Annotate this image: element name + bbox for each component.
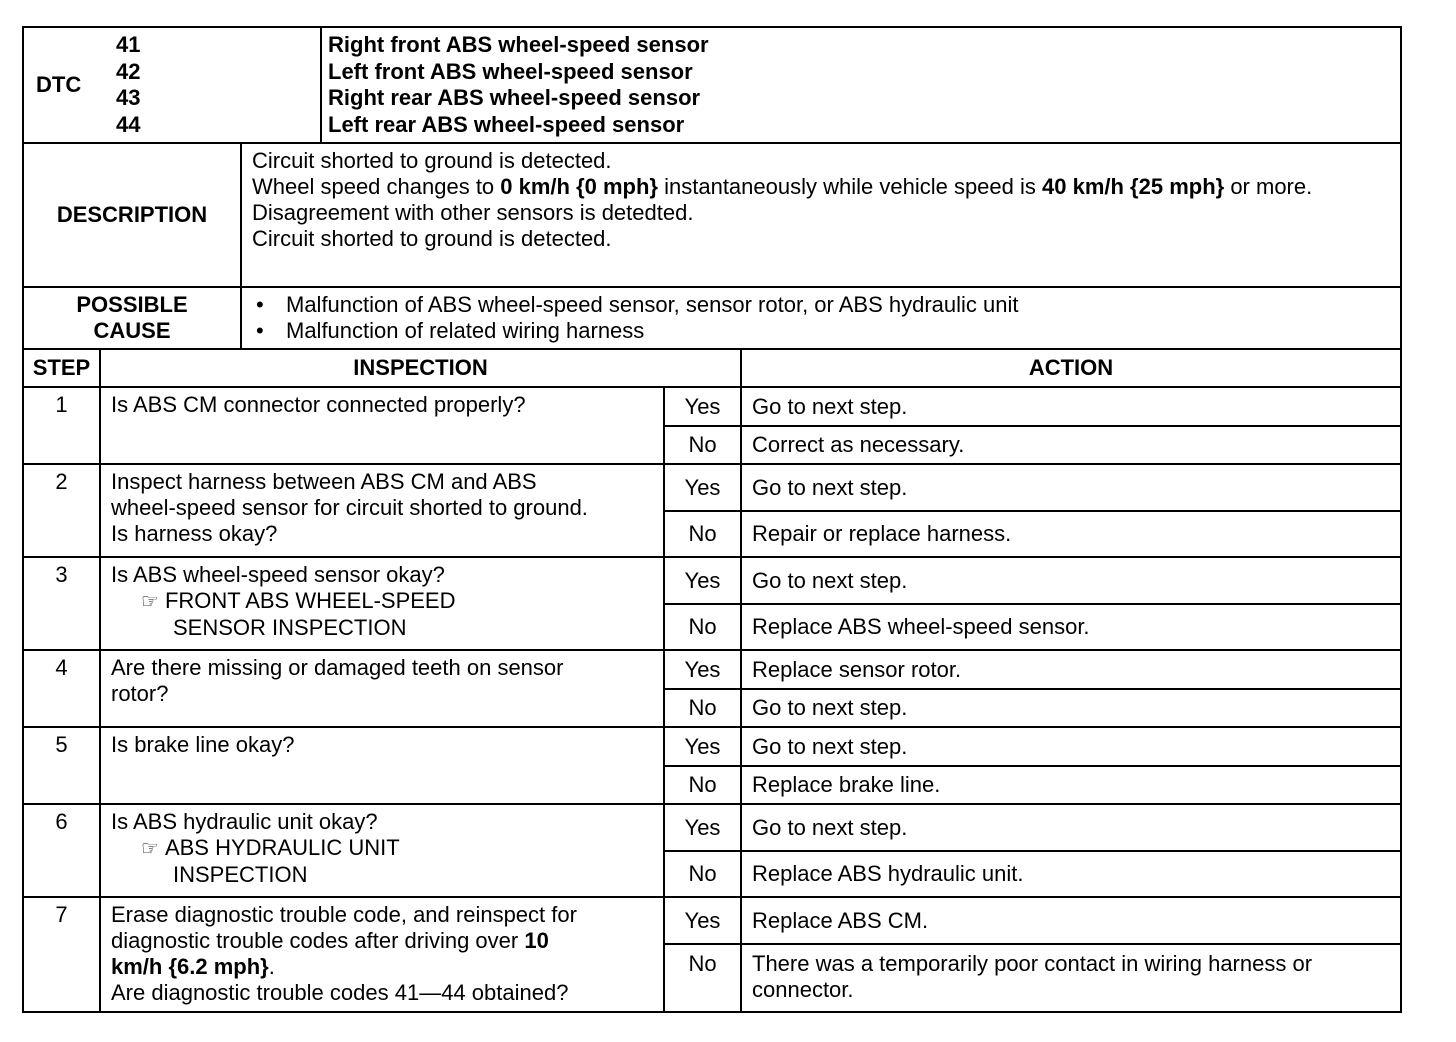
dtc-troubleshooting-sheet [22, 26, 1402, 1013]
bullet-icon: • [256, 318, 264, 343]
inspection-text [100, 897, 664, 1012]
no-label: No [664, 851, 741, 897]
inspection-line: Is brake line okay? [111, 732, 295, 757]
table-row [23, 557, 1401, 604]
no-label: No [664, 689, 741, 727]
yes-action: Replace ABS CM. [741, 897, 1401, 944]
table-row [23, 897, 1401, 944]
inspection-line: Are there missing or damaged teeth on sensor [111, 655, 564, 680]
dtc-code: 43 [116, 85, 141, 110]
inspection-speed-value: 10 [524, 928, 549, 953]
dtc-name: Left rear ABS wheel-speed sensor [328, 111, 685, 137]
inspection-text-part: diagnostic trouble codes after driving over [111, 928, 525, 953]
table-row [23, 727, 1401, 766]
description-label: DESCRIPTION [23, 143, 241, 287]
inspection-text [100, 727, 664, 804]
no-action [741, 944, 1401, 1012]
step-number: 5 [23, 727, 100, 804]
yes-action: Replace sensor rotor. [741, 650, 1401, 689]
reference-link[interactable]: INSPECTION [173, 862, 308, 887]
inspection-line: Is ABS hydraulic unit okay? [111, 809, 378, 834]
inspection-line [111, 954, 653, 980]
no-label: No [664, 511, 741, 557]
description-text-part: instantaneously while vehicle speed is [658, 174, 1043, 199]
step-number: 7 [23, 897, 100, 1012]
inspection-text-part: . [268, 954, 275, 979]
steps-table [22, 348, 1402, 1013]
no-label: No [664, 426, 741, 464]
dtc-code: 44 [116, 111, 141, 137]
inspection-line: Is ABS CM connector connected properly? [111, 392, 526, 417]
possible-cause-label-line: POSSIBLE [76, 292, 188, 317]
no-action-line: There was a temporarily poor contact in wiring harness or [752, 951, 1313, 976]
description-line: Circuit shorted to ground is detected. [252, 226, 612, 251]
no-action: Replace ABS hydraulic unit. [741, 851, 1401, 897]
inspection-line: Inspect harness between ABS CM and ABS [111, 469, 537, 494]
reference-line [111, 835, 653, 862]
yes-action: Go to next step. [741, 727, 1401, 766]
no-action: Replace ABS wheel-speed sensor. [741, 604, 1401, 650]
no-action: Repair or replace harness. [741, 511, 1401, 557]
yes-action: Go to next step. [741, 557, 1401, 604]
description-speed-zero: 0 km/h {0 mph} [500, 174, 658, 199]
inspection-line [111, 928, 653, 954]
bullet-icon: • [256, 292, 264, 317]
reference-line [111, 588, 653, 615]
possible-cause-item [252, 318, 1390, 344]
possible-cause-text: Malfunction of related wiring harness [286, 318, 645, 343]
no-action: Replace brake line. [741, 766, 1401, 804]
step-number: 4 [23, 650, 100, 727]
dtc-name: Right front ABS wheel-speed sensor [328, 32, 709, 57]
inspection-text [100, 650, 664, 727]
reference-hand-icon: ☞ [141, 591, 159, 613]
inspection-line: wheel-speed sensor for circuit shorted to ground. [111, 495, 588, 520]
yes-label: Yes [664, 727, 741, 766]
description-text-part: Wheel speed changes to [252, 174, 501, 199]
description-speed-forty: 40 km/h {25 mph} [1042, 174, 1225, 199]
dtc-code-list [116, 32, 140, 138]
reference-link[interactable]: ABS HYDRAULIC UNIT [164, 835, 400, 860]
inspection-line: Is harness okay? [111, 521, 278, 546]
inspection-speed-unit: km/h {6.2 mph} [111, 954, 269, 979]
reference-link[interactable]: SENSOR INSPECTION [173, 615, 407, 640]
possible-cause-label-line: CAUSE [93, 318, 171, 343]
description-text [241, 143, 1401, 287]
no-action: Go to next step. [741, 689, 1401, 727]
yes-label: Yes [664, 464, 741, 511]
inspection-line: Is ABS wheel-speed sensor okay? [111, 562, 445, 587]
inspection-line: Erase diagnostic trouble code, and reinspect for [111, 902, 577, 927]
reference-hand-icon: ☞ [141, 838, 159, 860]
no-label: No [664, 604, 741, 650]
dtc-code-cell [23, 27, 321, 143]
description-line: Disagreement with other sensors is detedted. [252, 200, 694, 225]
dtc-code: 41 [116, 32, 141, 57]
possible-cause-text: Malfunction of ABS wheel-speed sensor, sensor rotor, or ABS hydraulic unit [286, 292, 1019, 317]
step-number: 3 [23, 557, 100, 650]
yes-label: Yes [664, 804, 741, 851]
yes-action: Go to next step. [741, 804, 1401, 851]
description-table [22, 142, 1402, 350]
no-action-line: connector. [752, 977, 854, 1002]
no-label: No [664, 766, 741, 804]
dtc-name: Left front ABS wheel-speed sensor [328, 58, 693, 84]
action-column-header: ACTION [741, 349, 1401, 387]
dtc-name: Right rear ABS wheel-speed sensor [328, 85, 701, 110]
yes-label: Yes [664, 557, 741, 604]
inspection-text [100, 464, 664, 557]
possible-cause-label [23, 287, 241, 349]
possible-cause-list [241, 287, 1401, 349]
inspection-line: Are diagnostic trouble codes 41—44 obtained? [111, 980, 569, 1005]
inspection-line: rotor? [111, 681, 169, 706]
possible-cause-item [252, 292, 1390, 318]
table-row [23, 804, 1401, 851]
yes-action: Go to next step. [741, 387, 1401, 426]
table-row [23, 464, 1401, 511]
table-row [23, 650, 1401, 689]
step-number: 2 [23, 464, 100, 557]
yes-label: Yes [664, 387, 741, 426]
dtc-header-table [22, 26, 1402, 144]
reference-link[interactable]: FRONT ABS WHEEL-SPEED [164, 588, 456, 613]
step-number: 6 [23, 804, 100, 897]
description-line [252, 174, 1390, 200]
inspection-text [100, 804, 664, 897]
yes-action: Go to next step. [741, 464, 1401, 511]
inspection-column-header: INSPECTION [100, 349, 741, 387]
table-row [23, 387, 1401, 426]
yes-label: Yes [664, 650, 741, 689]
yes-label: Yes [664, 897, 741, 944]
dtc-label: DTC [36, 72, 82, 97]
step-column-header: STEP [23, 349, 100, 387]
dtc-code: 42 [116, 58, 141, 84]
dtc-name-list [321, 27, 1401, 143]
description-text-part: or more. [1224, 174, 1313, 199]
no-action: Correct as necessary. [741, 426, 1401, 464]
step-number: 1 [23, 387, 100, 464]
inspection-text [100, 557, 664, 650]
no-label: No [664, 944, 741, 1012]
inspection-text [100, 387, 664, 464]
description-line: Circuit shorted to ground is detected. [252, 148, 612, 173]
